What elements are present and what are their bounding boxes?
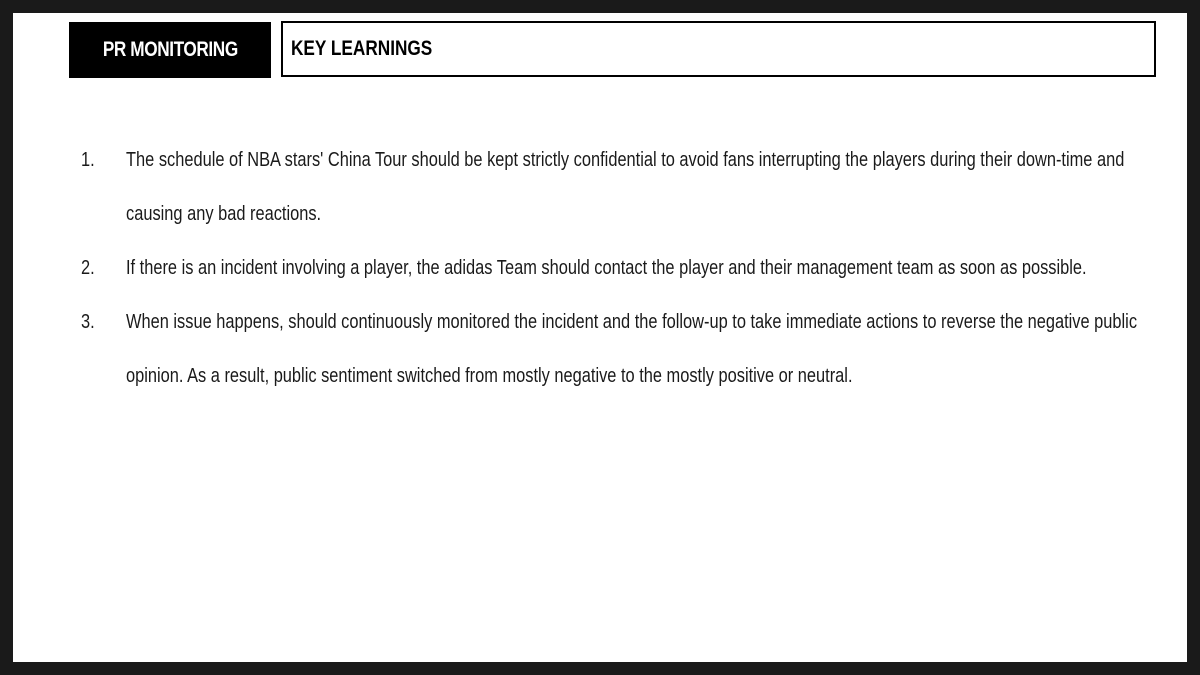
page-title-box [281, 21, 1156, 77]
section-tag [69, 22, 271, 78]
list-item-number: 3. [81, 311, 95, 333]
list-item [81, 241, 1151, 295]
list-item-text: The schedule of NBA stars' China Tour should be kept strictly confidential to avoid fans interrupting the players during their down-time and causing any bad reactions. [126, 149, 1125, 225]
learnings-list [81, 133, 1151, 403]
list-item [81, 295, 1151, 403]
list-item-number: 1. [81, 149, 95, 171]
list-item-text: If there is an incident involving a player, the adidas Team should contact the player and their management team as soon as possible. [126, 257, 1087, 279]
page-title: KEY LEARNINGS [291, 37, 433, 60]
list-item-text: When issue happens, should continuously monitored the incident and the follow-up to take immediate actions to reverse the negative public opinion. As a result, public sentiment switched from mostly negative to the mostly positive or neutral. [126, 311, 1138, 387]
list-item [81, 133, 1151, 241]
slide [13, 13, 1187, 662]
list-item-number: 2. [81, 257, 95, 279]
section-tag-label: PR MONITORING [102, 38, 238, 61]
